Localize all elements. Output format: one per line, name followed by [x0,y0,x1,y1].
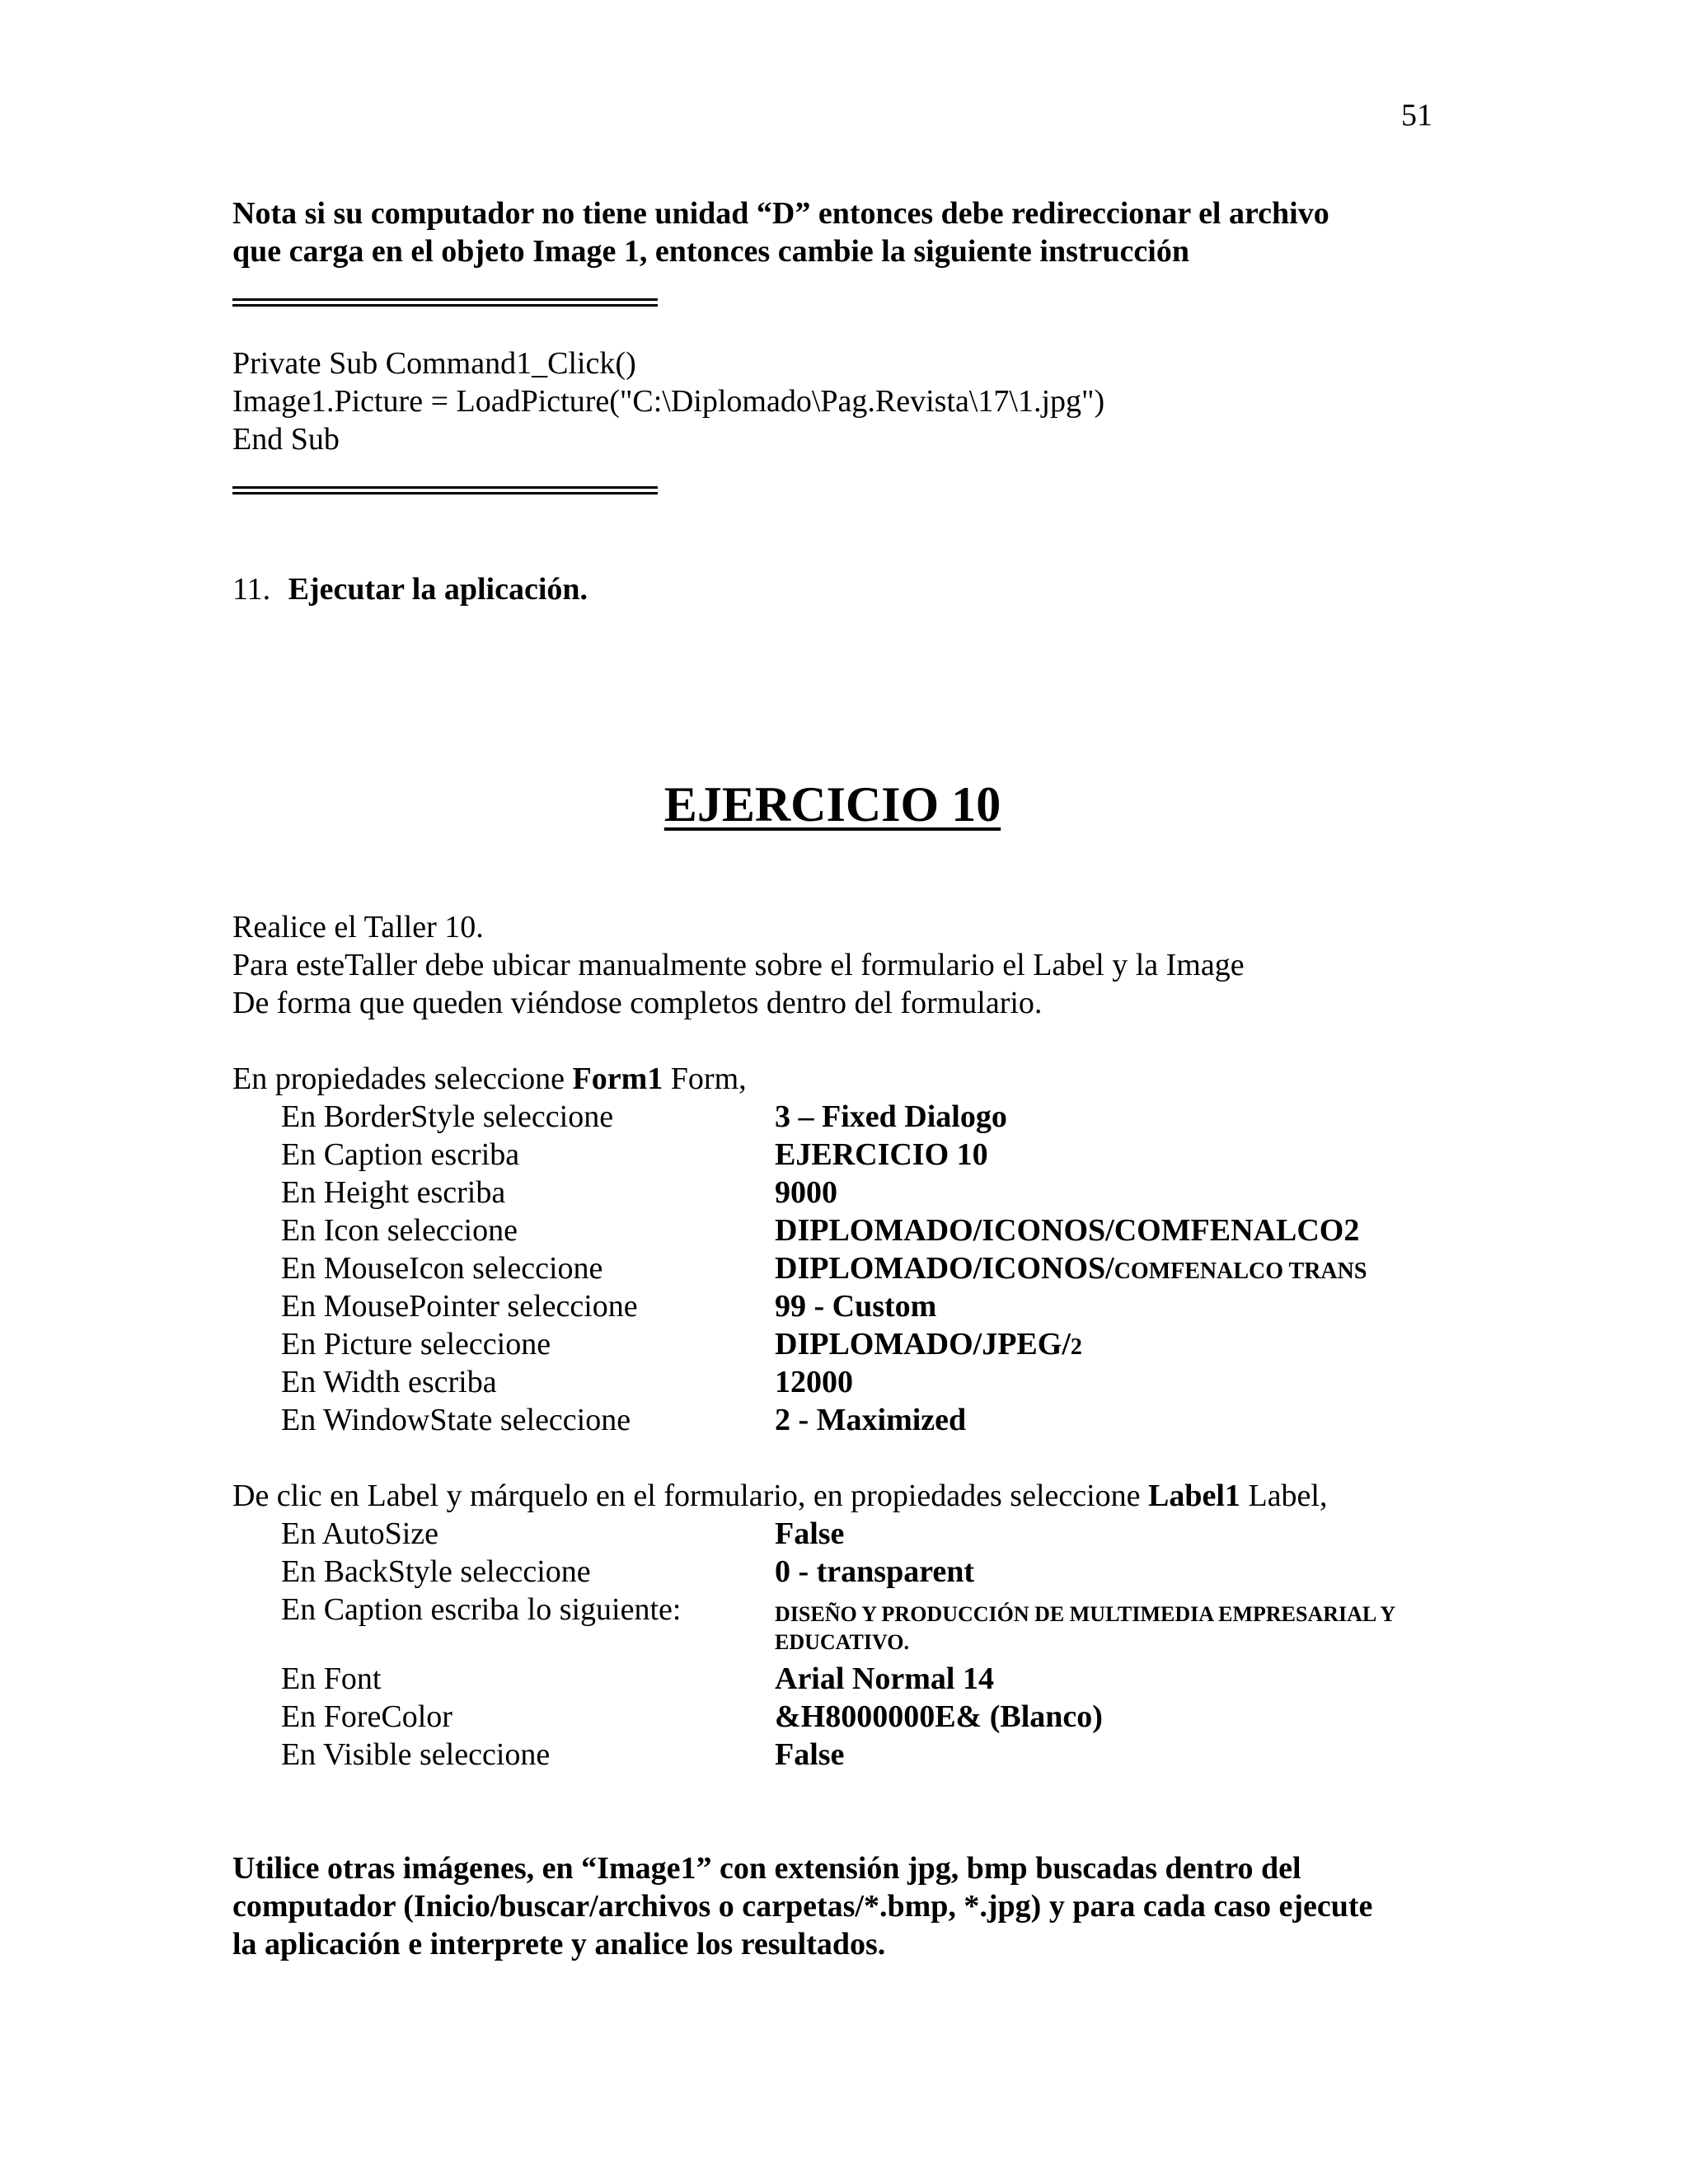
label-prop-label: En Visible seleccione [281,1737,551,1772]
step-11-number: 11. [232,572,271,607]
form-prop-value-main: DIPLOMADO/JPEG/ [775,1327,1071,1361]
label-intro-bold: Label1 [1148,1479,1240,1513]
exercise-title: EJERCICIO 10 [663,777,1001,832]
form-prop-value: 9000 [775,1175,837,1210]
label-prop-label: En AutoSize [281,1516,439,1551]
form-prop-value-small: 2 [1070,1334,1082,1360]
label-prop-value: Arial Normal 14 [775,1661,994,1696]
closing-line-1: Utilice otras imágenes, en “Image1” con extensión jpg, bmp buscadas dentro del [232,1851,1301,1886]
form-prop-value [775,1249,1367,1291]
form-prop-label: En MouseIcon seleccione [281,1251,603,1286]
form-prop-label: En MousePointer seleccione [281,1289,638,1324]
label-prop-value: &H8000000E& (Blanco) [775,1699,1103,1734]
double-rule-top [232,298,658,307]
label-intro-suffix: Label, [1240,1479,1328,1513]
page-number: 51 [1401,98,1432,133]
label-intro-prefix: De clic en Label y márquelo en el formulario, en propiedades seleccione [232,1479,1149,1513]
form-prop-label: En Height escriba [281,1175,506,1210]
label-prop-value-line-2: EDUCATIVO. [775,1630,909,1654]
form-prop-value: 2 - Maximized [775,1403,967,1437]
form-prop-value: DIPLOMADO/ICONOS/COMFENALCO2 [775,1213,1360,1248]
note-line-2: que carga en el objeto Image 1, entonces cambie la siguiente instrucción [232,234,1189,269]
label-prop-value: 0 - transparent [775,1554,975,1589]
double-rule-bottom [232,486,658,494]
form-intro-prefix: En propiedades seleccione [232,1062,573,1096]
closing-line-2: computador (Inicio/buscar/archivos o carpetas/*.bmp, *.jpg) y para cada caso ejecute [232,1889,1373,1924]
form-prop-label: En BorderStyle seleccione [281,1099,614,1134]
label-prop-label: En Font [281,1661,382,1696]
label-prop-value: False [775,1516,845,1551]
intro-line-2: Para esteTaller debe ubicar manualmente sobre el formulario el Label y la Image [232,948,1245,982]
label-prop-value: False [775,1737,845,1772]
label-section-intro [232,1477,1327,1515]
form-prop-value: 12000 [775,1365,853,1399]
label-prop-value-line-1: DISEÑO Y PRODUCCIÓN DE MULTIMEDIA EMPRESARIAL Y [775,1602,1396,1626]
form-prop-value: 3 – Fixed Dialogo [775,1099,1007,1134]
label-prop-label: En ForeColor [281,1699,452,1734]
form-prop-value [775,1325,1082,1366]
code-line-1: Private Sub Command1_Click() [232,346,636,381]
step-11-text: Ejecutar la aplicación. [288,572,588,607]
form-prop-value: EJERCICIO 10 [775,1137,988,1172]
label-prop-label: En BackStyle seleccione [281,1554,591,1589]
intro-line-1: Realice el Taller 10. [232,910,484,944]
form-prop-label: En Picture seleccione [281,1327,551,1361]
form-intro-bold: Form1 [572,1062,663,1096]
form-section-intro [232,1060,747,1098]
step-11 [232,570,588,608]
form-prop-value: 99 - Custom [775,1289,937,1324]
label-prop-label: En Caption escriba lo siguiente: [281,1592,682,1627]
form-prop-value-main: DIPLOMADO/ICONOS/ [775,1251,1114,1286]
intro-line-3: De forma que queden viéndose completos dentro del formulario. [232,986,1043,1020]
code-line-3: End Sub [232,422,340,457]
form-prop-value-small: COMFENALCO TRANS [1114,1258,1367,1284]
form-intro-suffix: Form, [663,1062,747,1096]
form-prop-label: En WindowState seleccione [281,1403,631,1437]
code-line-2: Image1.Picture = LoadPicture("C:\Diplomado\Pag.Revista\17\1.jpg") [232,384,1105,419]
form-prop-label: En Width escriba [281,1365,497,1399]
closing-line-3: la aplicación e interprete y analice los resultados. [232,1927,886,1961]
note-line-1: Nota si su computador no tiene unidad “D” entonces debe redireccionar el archivo [232,196,1329,231]
form-prop-label: En Caption escriba [281,1137,520,1172]
form-prop-label: En Icon seleccione [281,1213,518,1248]
